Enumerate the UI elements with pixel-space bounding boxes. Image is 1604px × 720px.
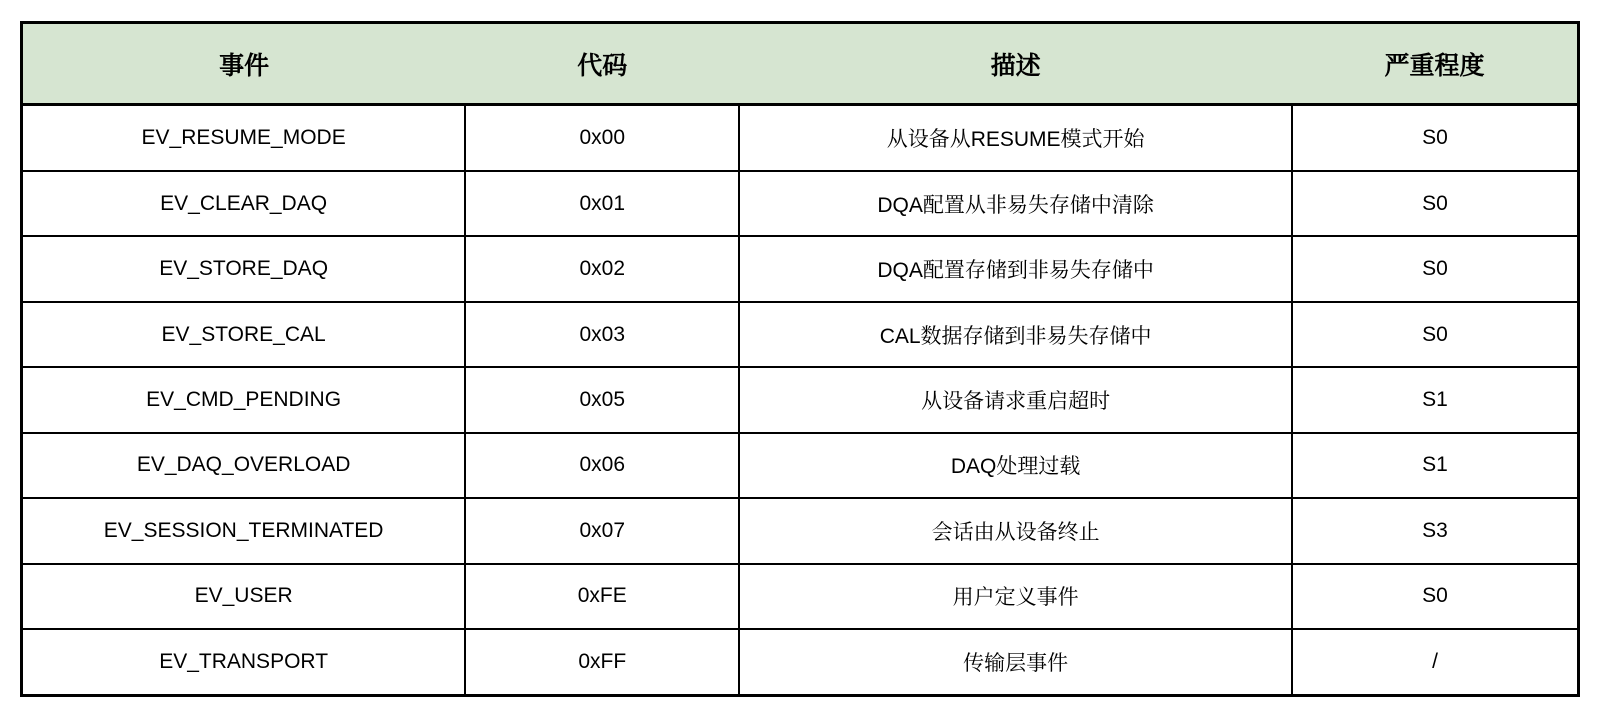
table-row — [22, 433, 1579, 498]
cell-description: 用户定义事件 — [739, 564, 1292, 629]
cell-code: 0xFE — [465, 564, 739, 629]
table-row — [22, 498, 1579, 563]
table-body — [22, 105, 1579, 696]
cell-description: CAL数据存储到非易失存储中 — [739, 302, 1292, 367]
table-row — [22, 171, 1579, 236]
table-row — [22, 564, 1579, 629]
cell-code: 0x00 — [465, 105, 739, 171]
cell-severity: S1 — [1292, 433, 1579, 498]
cell-event: EV_STORE_DAQ — [22, 236, 466, 301]
cell-event: EV_TRANSPORT — [22, 629, 466, 695]
column-header-event: 事件 — [22, 23, 466, 105]
cell-severity: / — [1292, 629, 1579, 695]
cell-severity: S0 — [1292, 105, 1579, 171]
cell-description: 从设备请求重启超时 — [739, 367, 1292, 432]
cell-event: EV_DAQ_OVERLOAD — [22, 433, 466, 498]
cell-code: 0xFF — [465, 629, 739, 695]
cell-code: 0x02 — [465, 236, 739, 301]
table-row — [22, 236, 1579, 301]
cell-event: EV_SESSION_TERMINATED — [22, 498, 466, 563]
cell-severity: S0 — [1292, 302, 1579, 367]
cell-description: DQA配置从非易失存储中清除 — [739, 171, 1292, 236]
cell-severity: S0 — [1292, 564, 1579, 629]
table-row — [22, 105, 1579, 171]
cell-event: EV_USER — [22, 564, 466, 629]
event-code-table — [20, 21, 1580, 697]
cell-code: 0x05 — [465, 367, 739, 432]
column-header-description: 描述 — [739, 23, 1292, 105]
cell-severity: S1 — [1292, 367, 1579, 432]
cell-description: DQA配置存储到非易失存储中 — [739, 236, 1292, 301]
cell-event: EV_CLEAR_DAQ — [22, 171, 466, 236]
cell-event: EV_RESUME_MODE — [22, 105, 466, 171]
table-row — [22, 629, 1579, 695]
cell-severity: S0 — [1292, 236, 1579, 301]
cell-code: 0x01 — [465, 171, 739, 236]
cell-description: 从设备从RESUME模式开始 — [739, 105, 1292, 171]
table-row — [22, 302, 1579, 367]
table-row — [22, 367, 1579, 432]
cell-description: 传输层事件 — [739, 629, 1292, 695]
table-header-row — [22, 23, 1579, 105]
column-header-severity: 严重程度 — [1292, 23, 1579, 105]
cell-code: 0x07 — [465, 498, 739, 563]
cell-description: 会话由从设备终止 — [739, 498, 1292, 563]
cell-severity: S0 — [1292, 171, 1579, 236]
cell-event: EV_STORE_CAL — [22, 302, 466, 367]
cell-description: DAQ处理过载 — [739, 433, 1292, 498]
cell-code: 0x06 — [465, 433, 739, 498]
cell-event: EV_CMD_PENDING — [22, 367, 466, 432]
column-header-code: 代码 — [465, 23, 739, 105]
cell-severity: S3 — [1292, 498, 1579, 563]
cell-code: 0x03 — [465, 302, 739, 367]
